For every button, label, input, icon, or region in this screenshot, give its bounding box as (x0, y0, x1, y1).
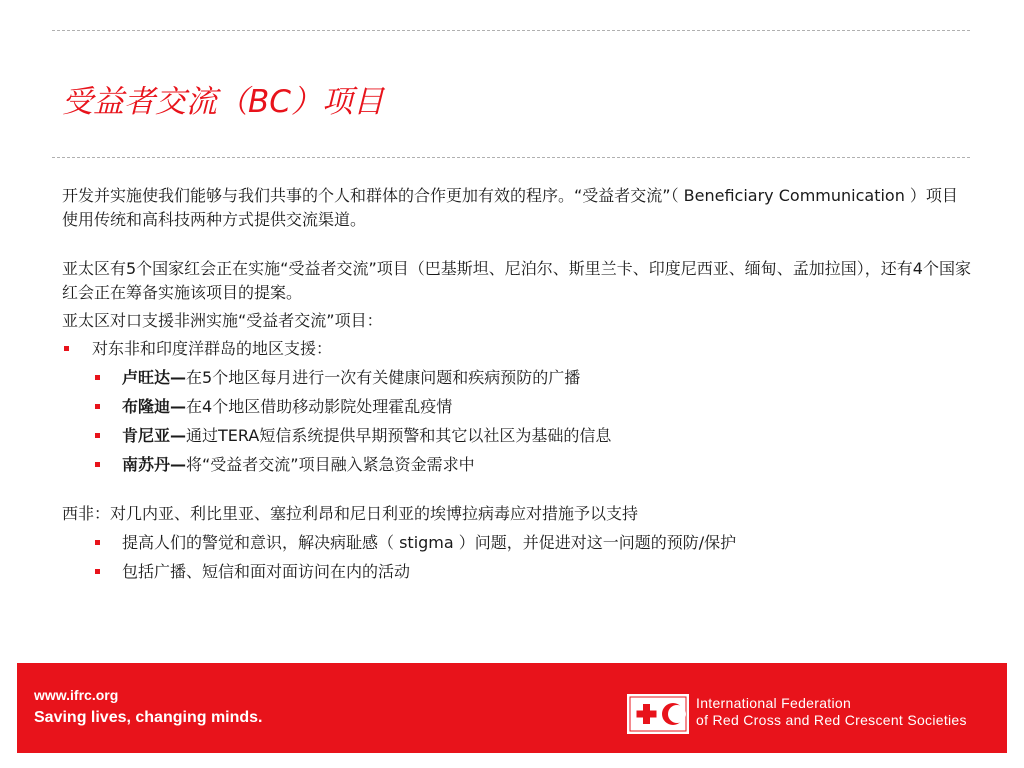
country-detail: 在5个地区每月进行一次有关健康问题和疾病预防的广播 (186, 368, 581, 387)
country-bullet-south-sudan (62, 453, 972, 477)
asia-pacific-paragraph: 亚太区有5个国家红会正在实施“受益者交流”项目（巴基斯坦、尼泊尔、斯里兰卡、印度尼西亚、缅甸、孟加拉国），还有4个国家红会正在筹备实施该项目的提案。 (62, 259, 971, 302)
bullet-icon (64, 346, 69, 351)
country-name: 肯尼亚— (122, 426, 187, 445)
country-name: 布隆迪— (122, 397, 187, 416)
country-bullet-burundi (62, 395, 972, 419)
footer-slogan: Saving lives, changing minds. (34, 709, 263, 726)
bullet-icon (95, 462, 100, 467)
east-africa-heading: 对东非和印度洋群岛的地区支援： (92, 339, 333, 358)
country-detail: 通过TERA短信系统提供早期预警和其它以社区为基础的信息 (186, 426, 612, 445)
west-africa-item: 包括广播、短信和面对面访问在内的活动 (122, 562, 411, 581)
slide-title: 受益者交流（BC）项目 (62, 84, 384, 120)
country-bullet-kenya (62, 424, 972, 448)
slide-body (62, 184, 972, 584)
footer-bar (17, 663, 1007, 753)
west-africa-bullet-awareness (62, 531, 972, 555)
west-africa-item: 提高人们的警觉和意识，解决病耻感（ stigma ）问题，并促进对这一问题的预防/保护 (122, 533, 737, 552)
country-name: 卢旺达— (122, 368, 187, 387)
country-bullet-rwanda (62, 366, 972, 390)
intro-paragraph: 开发并实施使我们能够与我们共事的个人和群体的合作更加有效的程序。“受益者交流”（ Beneficiary Communication ）项目使用传统和高科技两种方式提供交流渠道。 (62, 186, 958, 229)
west-africa-bullet-activities (62, 560, 972, 584)
country-detail: 在4个地区借助移动影院处理霍乱疫情 (186, 397, 453, 416)
bullet-icon (95, 540, 100, 545)
bullet-icon (95, 404, 100, 409)
organization-name-line1: International Federation (696, 695, 852, 711)
red-cross-crescent-logo-icon (627, 694, 689, 734)
bullet-icon (95, 569, 100, 574)
top-divider (52, 30, 970, 31)
east-africa-bullet (62, 337, 972, 361)
organization-name-line2: of Red Cross and Red Crescent Societies (696, 712, 967, 728)
africa-support-paragraph: 亚太区对口支援非洲实施“受益者交流”项目： (62, 311, 383, 330)
organization-name (696, 695, 967, 729)
title-divider (52, 157, 970, 158)
bullet-icon (95, 433, 100, 438)
footer-url-link[interactable]: www.ifrc.org (34, 687, 119, 703)
bullet-icon (95, 375, 100, 380)
west-africa-paragraph: 西非：对几内亚、利比里亚、塞拉利昂和尼日利亚的埃博拉病毒应对措施予以支持 (62, 504, 639, 523)
country-name: 南苏丹— (122, 455, 187, 474)
country-detail: 将“受益者交流”项目融入紧急资金需求中 (186, 455, 475, 474)
